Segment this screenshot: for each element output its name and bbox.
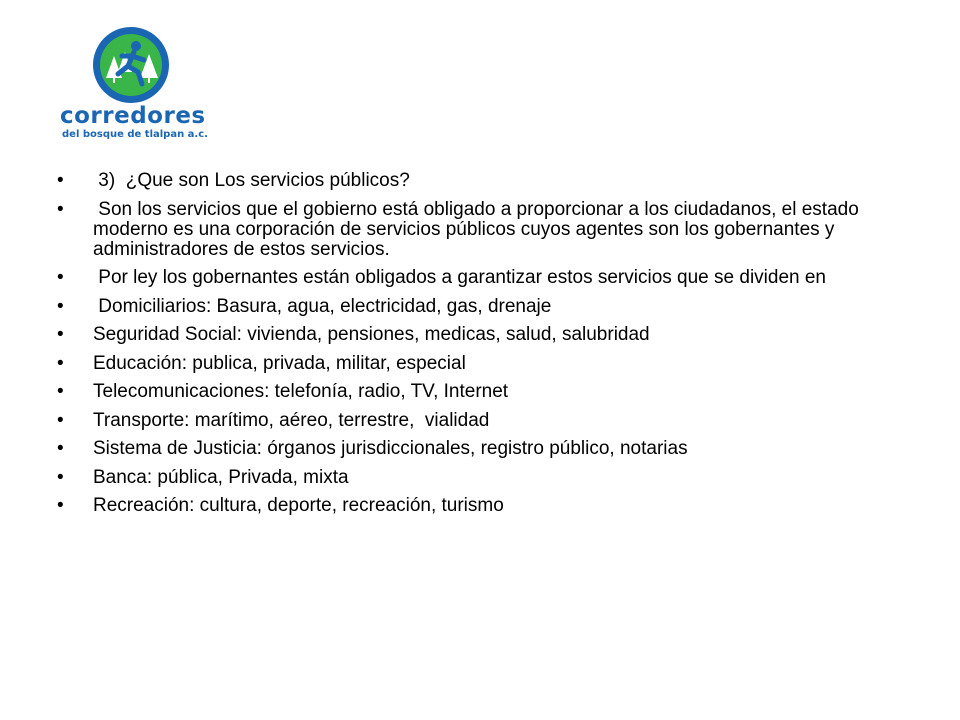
list-item bbox=[57, 496, 917, 516]
bullet-marker: • bbox=[57, 495, 64, 516]
bullet-marker: • bbox=[57, 409, 64, 431]
list-item-text: Seguridad Social: vivienda, pensiones, medicas, salud, salubridad bbox=[93, 324, 650, 345]
bullet-marker: • bbox=[57, 198, 64, 220]
list-item-text: Domiciliarios: Basura, agua, electricidad, gas, drenaje bbox=[93, 295, 552, 317]
list-item-text: Por ley los gobernantes están obligados a garantizar estos servicios que se dividen en bbox=[93, 267, 826, 288]
bullet-marker: • bbox=[57, 466, 64, 488]
list-item bbox=[57, 439, 917, 459]
bullet-marker: • bbox=[57, 324, 64, 345]
list-item bbox=[57, 468, 917, 488]
list-item-text: Banca: pública, Privada, mixta bbox=[93, 466, 349, 488]
bullet-list bbox=[57, 171, 917, 525]
list-item-text: 3) ¿Que son Los servicios públicos? bbox=[93, 170, 410, 191]
bullet-marker: • bbox=[57, 295, 64, 317]
logo-name: corredores bbox=[60, 103, 206, 129]
list-item-text: Son los servicios que el gobierno está obligado a proporcionar a los ciudadanos, el estado moderno es una corporación de servicios públicos cuyos agentes son los gobernantes y administradores de estos servicios. bbox=[93, 198, 865, 260]
list-item bbox=[57, 268, 917, 288]
list-item-text: Recreación: cultura, deporte, recreación, turismo bbox=[93, 495, 504, 516]
list-item bbox=[57, 411, 917, 431]
list-item bbox=[57, 171, 917, 191]
list-item bbox=[57, 354, 917, 374]
bullet-marker: • bbox=[57, 381, 64, 402]
list-item-text: Educación: publica, privada, militar, especial bbox=[93, 352, 466, 374]
list-item bbox=[57, 382, 917, 402]
list-item bbox=[57, 297, 917, 317]
bullet-marker: • bbox=[57, 438, 64, 459]
bullet-marker: • bbox=[57, 267, 64, 288]
list-item-text: Telecomunicaciones: telefonía, radio, TV, Internet bbox=[93, 381, 509, 402]
runner-logo-icon bbox=[92, 26, 170, 104]
bullet-marker: • bbox=[57, 170, 64, 191]
organization-logo bbox=[60, 26, 240, 150]
list-item bbox=[57, 200, 917, 260]
list-item-text: Transporte: marítimo, aéreo, terrestre, vialidad bbox=[93, 409, 490, 431]
list-item bbox=[57, 325, 917, 345]
list-item-text: Sistema de Justicia: órganos jurisdiccionales, registro público, notarias bbox=[93, 438, 688, 459]
bullet-marker: • bbox=[57, 352, 64, 374]
logo-subtitle: del bosque de tlalpan a.c. bbox=[62, 129, 208, 140]
